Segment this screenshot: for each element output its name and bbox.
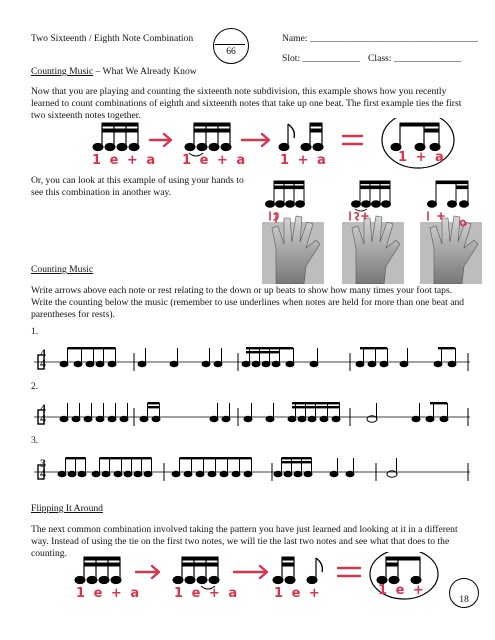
- slot-field[interactable]: Slot: ____________: [282, 53, 361, 64]
- flipped-group-1: [75, 557, 121, 584]
- flipped-group-tied: [173, 557, 219, 589]
- staff-exercise-2: [34, 400, 474, 434]
- hand-notes-1: [266, 181, 305, 207]
- exercise-3-number: 3.: [31, 435, 39, 446]
- flip-count-1: 1 e + a: [76, 586, 142, 601]
- hand-2-annotation: [350, 212, 368, 220]
- count-label-4: 1 + a: [398, 150, 446, 165]
- heading-underlined: Counting Music: [31, 66, 94, 77]
- flip-count-2: 1 e + a: [174, 586, 240, 601]
- eighth-sixteenth-answer: [391, 123, 440, 151]
- sixteenth-eighth-group: [273, 557, 322, 584]
- hand-notes-3: [428, 181, 469, 207]
- top-page-number: 66: [226, 46, 236, 57]
- sixteenth-eighth-answer: [377, 557, 421, 584]
- hand-1: [262, 216, 324, 284]
- class-field[interactable]: Class: ______________: [368, 53, 462, 64]
- equals-sign: [343, 136, 362, 144]
- count-label-2: 1 e + a: [182, 153, 248, 168]
- hand-images: [262, 208, 487, 284]
- intro-paragraph: Now that you are playing and counting the sixteenth note subdivision, this example shows how you recently learned to count combinations of eighth and sixteenth notes that take up one beat. The first example ties the first two sixteenth notes together.: [31, 86, 462, 122]
- time-sig-3: 3 4: [40, 456, 46, 480]
- arrow-1: [150, 134, 171, 146]
- flip-count-4: 1 e +: [378, 583, 426, 598]
- hand-notes-2: [352, 181, 391, 211]
- eighth-sixteenth-group: [279, 123, 323, 151]
- section-heading-counting: [31, 66, 197, 78]
- name-field[interactable]: Name: ___________________________________: [282, 33, 478, 44]
- hand-2: [342, 216, 404, 284]
- arrow-3: [136, 566, 159, 578]
- staff-exercise-3: [34, 455, 474, 489]
- time-sig-2: 4 4: [40, 401, 46, 425]
- flip-count-3: 1 e +: [274, 586, 322, 601]
- count-label-3: 1 + a: [280, 153, 328, 168]
- footer-page-number: 18: [459, 594, 469, 605]
- hand-1-annotation: [270, 212, 278, 222]
- arrow-4: [234, 566, 267, 578]
- hands-paragraph: Or, you can look at this example of using your hands to see this combination in another way.: [31, 175, 244, 199]
- exercise-2-number: 2.: [31, 381, 39, 392]
- count-label-1: 1 e + a: [92, 153, 158, 168]
- flipping-paragraph: The next common combination involved taking the pattern you have just learned and looking at it in a different way. Instead of using the tie on the first two notes, we will tie the last two notes and see what that does to the counting.: [31, 524, 458, 560]
- lesson-title: Two Sixteenth / Eighth Note Combination: [31, 33, 194, 44]
- instructions-paragraph: Write arrows above each note or rest relating to the down or up beats to show how many times your foot taps. Write the counting below the music (remember to use underlines when notes are held for more than one beat and parentheses for rests).: [31, 285, 465, 321]
- heading-rest: – What We Already Know: [93, 66, 197, 77]
- hand-3: [420, 216, 482, 284]
- section-heading-flipping: Flipping It Around: [31, 503, 103, 514]
- sixteenth-group-tied: [185, 123, 231, 156]
- time-sig-1: 4 4: [40, 346, 46, 370]
- arrow-2: [242, 134, 269, 146]
- section-heading-counting-2: Counting Music: [31, 264, 94, 275]
- circle-divider: [215, 44, 245, 45]
- sixteenth-group-1: [93, 123, 139, 151]
- hands-notation: [260, 178, 485, 212]
- equals-sign-2: [338, 568, 360, 576]
- staff-exercise-1: [34, 345, 474, 379]
- exercise-1-number: 1.: [31, 326, 39, 337]
